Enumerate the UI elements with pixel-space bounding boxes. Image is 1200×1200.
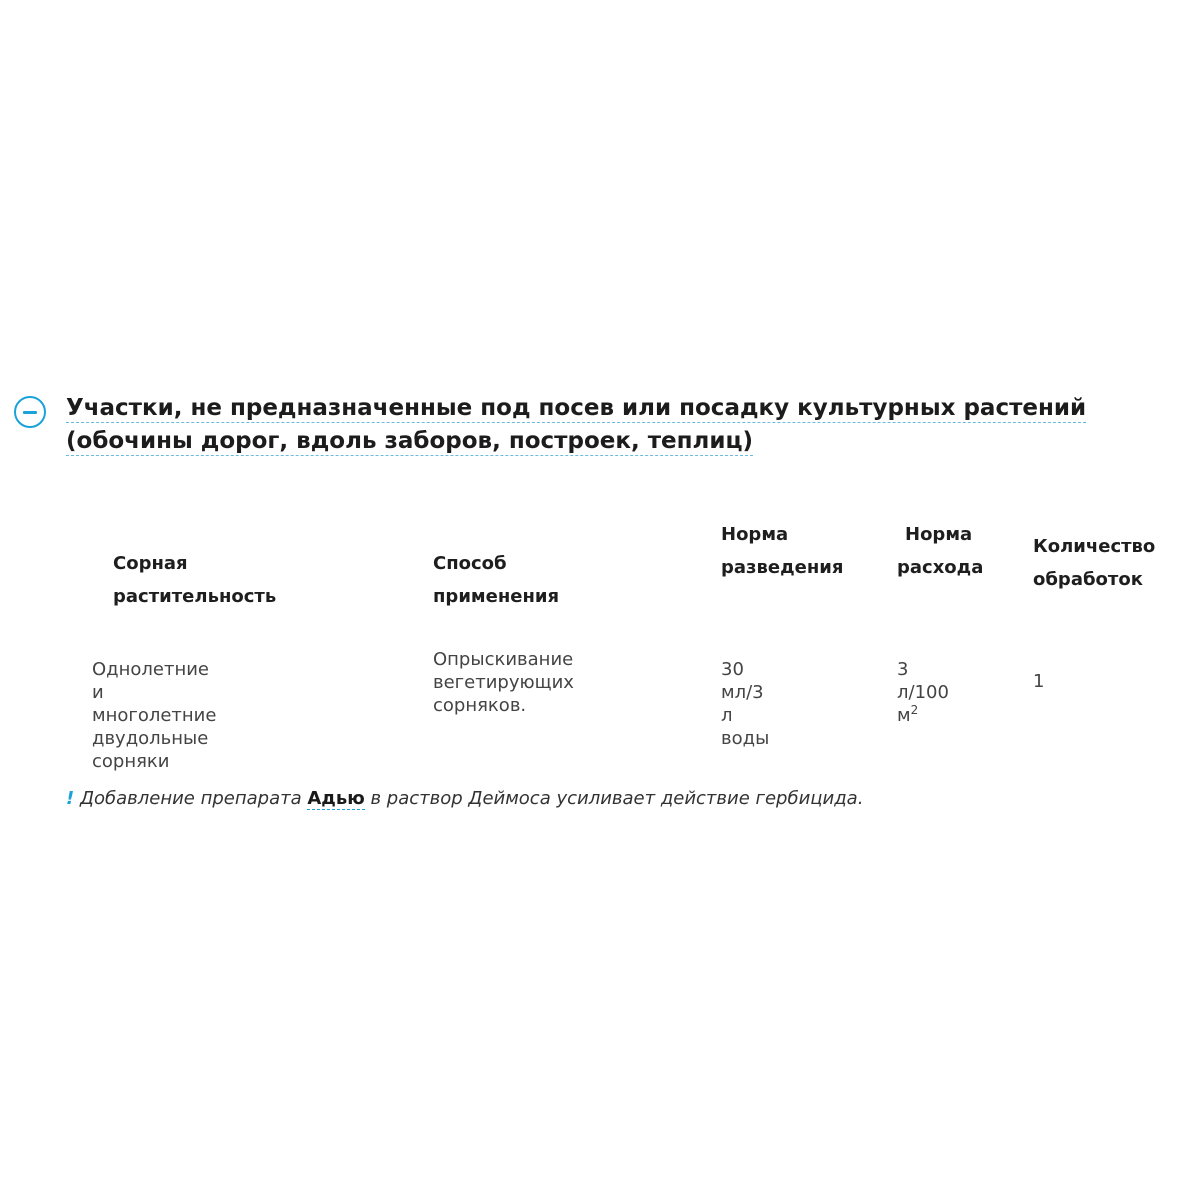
cell-count: 1 — [1033, 671, 1045, 692]
minus-circle-icon — [23, 411, 37, 414]
note-text-before: Добавление препарата — [74, 788, 308, 809]
cell-method-line3: сорняков. — [433, 695, 527, 716]
header-count-line2: обработок — [1033, 569, 1143, 590]
header-count-line1: Количество — [1033, 536, 1156, 557]
cell-weeds-line2: двудольные сорняки — [92, 728, 209, 772]
cell-consumption — [897, 658, 949, 727]
section-heading-line1: Участки, не предназначенные под посев или посадку культурных растений — [66, 395, 1087, 421]
header-method: Способ применения — [433, 553, 560, 607]
cell-method-line2: вегетирующих — [433, 672, 574, 693]
header-consumption-line2: расхода — [897, 557, 984, 578]
header-weeds: Сорная растительность — [113, 553, 277, 607]
header-dilution — [721, 518, 843, 584]
cell-consumption-line1: 3 л/100 — [897, 659, 949, 703]
header-consumption-line1: Норма — [905, 524, 973, 545]
cell-consumption-superscript: 2 — [910, 703, 919, 717]
exclamation-mark: ! — [66, 788, 75, 809]
header-count — [1033, 530, 1155, 596]
section-heading-line2: (обочины дорог, вдоль заборов, построек, теплиц) — [66, 428, 754, 454]
header-consumption — [897, 518, 983, 584]
header-dilution-line1: Норма — [721, 524, 789, 545]
note-text-after: в раствор Деймоса усиливает действие гербицида. — [364, 788, 864, 809]
cell-weeds — [92, 658, 216, 773]
section-heading[interactable] — [66, 392, 1146, 458]
cell-method — [433, 648, 574, 717]
cell-dilution-line2: воды — [721, 728, 770, 749]
collapse-toggle-button[interactable] — [14, 396, 46, 428]
cell-weeds-line1: Однолетние и многолетние — [92, 659, 217, 726]
cell-method-line1: Опрыскивание — [433, 649, 574, 670]
cell-dilution-line1: 30 мл/3 л — [721, 659, 764, 726]
product-link-adyu[interactable]: Адью — [307, 788, 365, 809]
cell-consumption-line2: м — [897, 705, 911, 726]
tip-note — [66, 786, 1166, 812]
header-dilution-line2: разведения — [721, 557, 844, 578]
cell-dilution — [721, 658, 769, 750]
